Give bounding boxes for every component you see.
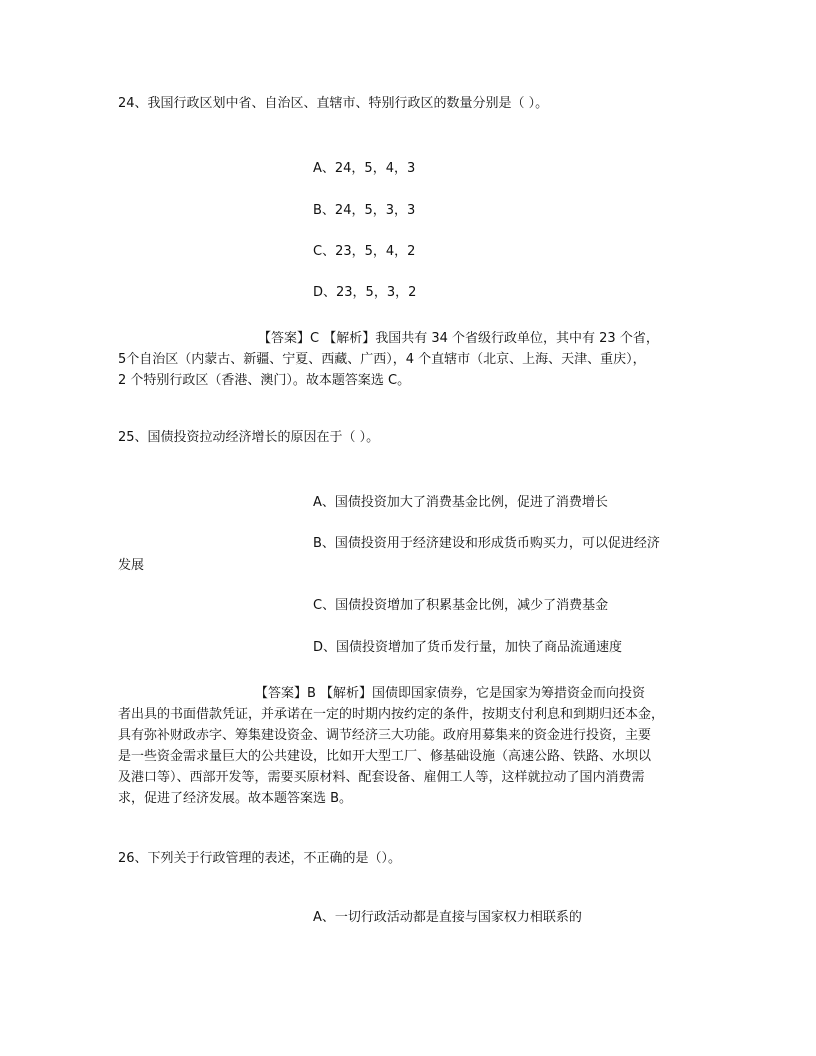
answer-line: 具有弥补财政赤字、筹集建设资金、调节经济三大功能。政府用募集来的资金进行投资，主要 bbox=[118, 728, 652, 743]
option-b-continued: 发展 bbox=[118, 558, 145, 573]
option-d: D、23，5，3，2 bbox=[313, 285, 417, 300]
option-b: B、国债投资用于经济建设和形成货币购买力，可以促进经济 bbox=[313, 536, 660, 551]
option-d: D、国债投资增加了货币发行量，加快了商品流通速度 bbox=[313, 640, 623, 655]
option-c: C、23，5，4，2 bbox=[313, 244, 416, 259]
option-a: A、24，5，4，3 bbox=[313, 161, 416, 176]
option-b: B、24，5，3，3 bbox=[313, 203, 416, 218]
question-text: 26、下列关于行政管理的表述，不正确的是（）。 bbox=[118, 851, 402, 866]
answer-line: 【答案】C 【解析】我国共有 34 个省级行政单位，其中有 23 个省， bbox=[258, 331, 659, 346]
option-c: C、国债投资增加了积累基金比例，减少了消费基金 bbox=[313, 598, 609, 613]
answer-line: 【答案】B 【解析】国债即国家债券，它是国家为筹措资金而向投资 bbox=[255, 686, 646, 701]
question-text: 25、国债投资拉动经济增长的原因在于（ ）。 bbox=[118, 430, 380, 445]
answer-line: 是一些资金需求量巨大的公共建设，比如开大型工厂、修基础设施（高速公路、铁路、水坝以 bbox=[118, 749, 652, 764]
question-text: 24、我国行政区划中省、自治区、直辖市、特别行政区的数量分别是（ ）。 bbox=[118, 96, 549, 111]
answer-line: 5个自治区（内蒙古、新疆、宁夏、西藏、广西），4 个直辖市（北京、上海、天津、重庆）， bbox=[118, 352, 646, 367]
option-a: A、国债投资加大了消费基金比例，促进了消费增长 bbox=[313, 495, 608, 510]
answer-line: 及港口等）、西部开发等，需要买原材料、配套设备、雇佣工人等，这样就拉动了国内消费需 bbox=[118, 770, 645, 785]
answer-line: 求，促进了经济发展。故本题答案选 B。 bbox=[118, 791, 353, 806]
answer-line: 者出具的书面借款凭证，并承诺在一定的时期内按约定的条件，按期支付利息和到期归还本金， bbox=[118, 707, 665, 722]
option-a: A、一切行政活动都是直接与国家权力相联系的 bbox=[313, 910, 582, 925]
answer-line: 2 个特别行政区（香港、澳门）。故本题答案选 C。 bbox=[118, 373, 411, 388]
